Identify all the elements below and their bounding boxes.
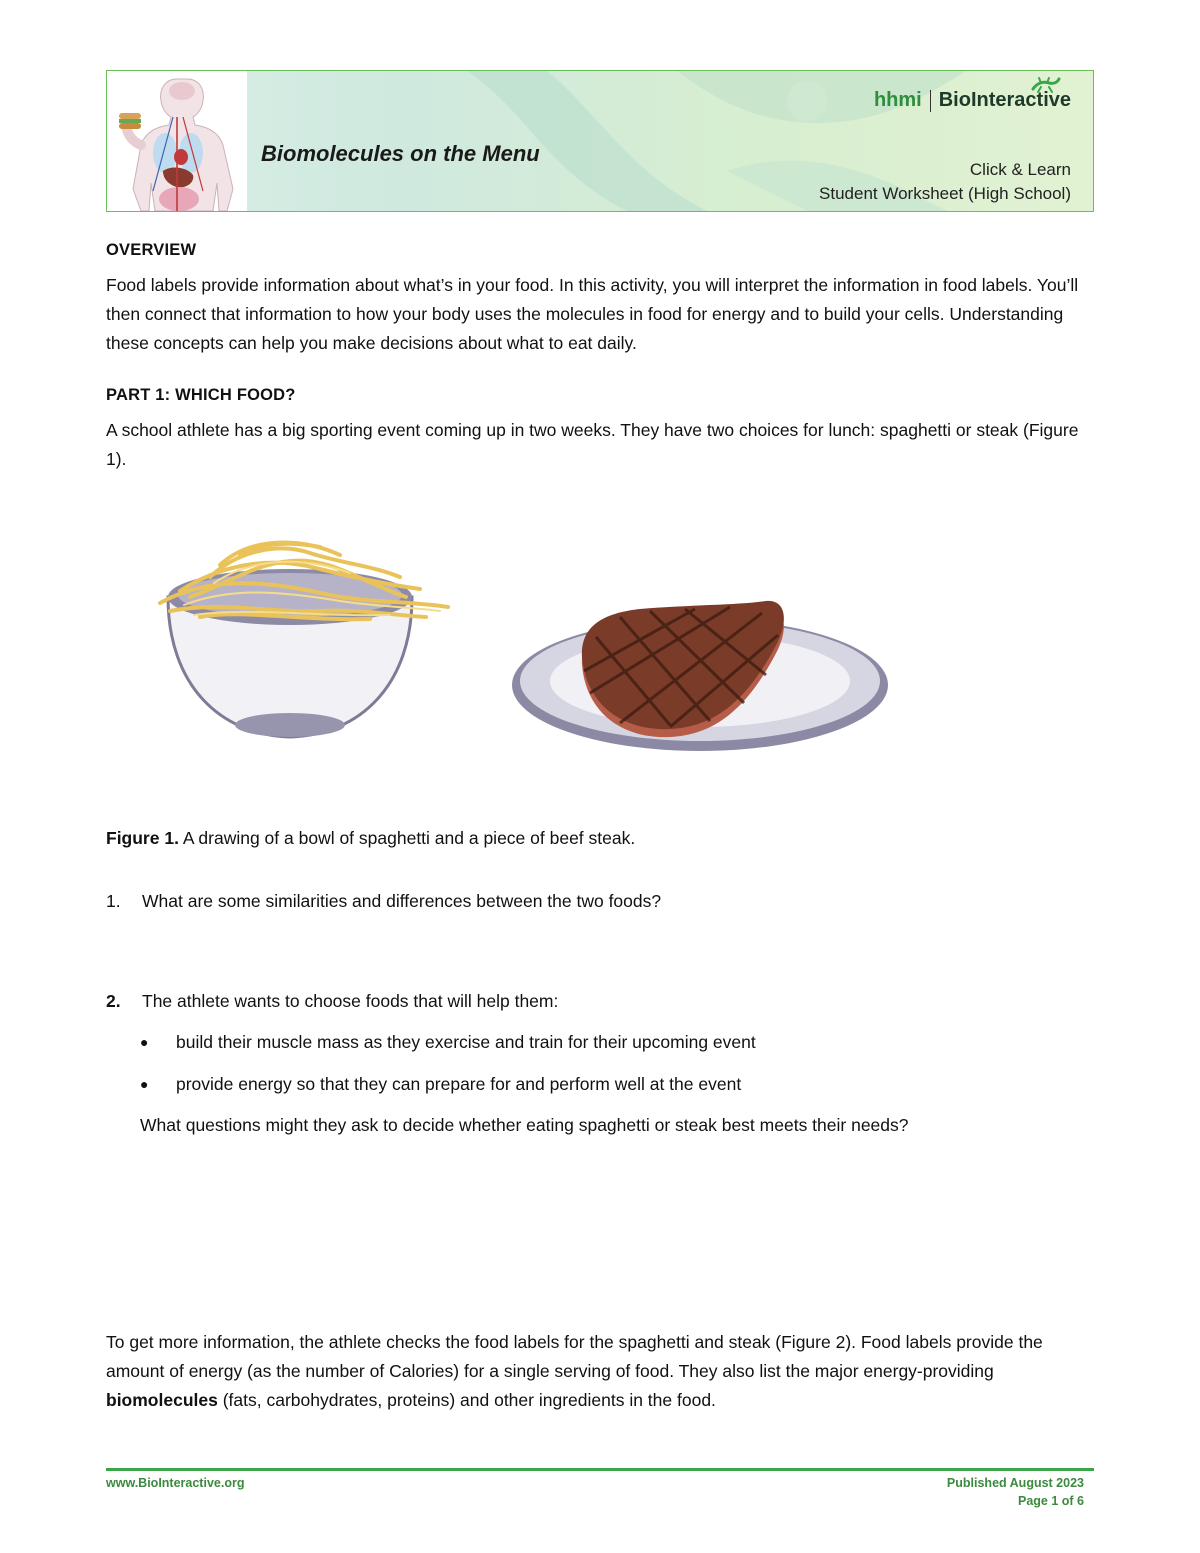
closing-text-bold: biomolecules — [106, 1390, 218, 1410]
part1-intro: A school athlete has a big sporting event coming up in two weeks. They have two choices for lunch: spaghetti or steak (Figure 1). — [106, 420, 1079, 469]
bullet-icon: ● — [140, 1076, 149, 1092]
figure-1-caption-text: A drawing of a bowl of spaghetti and a piece of beef steak. — [178, 828, 636, 848]
click-and-learn-label: Click & Learn — [969, 160, 1071, 179]
footer-page-number: Page 1 of 6 — [1018, 1494, 1084, 1508]
figure-1-caption — [106, 824, 1096, 853]
logo-biointeractive-text: BioInteractive — [938, 89, 1071, 111]
worksheet-type-label: Student Worksheet (High School) — [819, 184, 1071, 203]
overview-text: Food labels provide information about what’s in your food. In this activity, you will interpret the information in food labels. You’ll then connect that information to how your body uses the molecules in food for energy and to build your cells. Understanding these concepts can help you make decisions about what to eat daily. — [106, 275, 1079, 353]
header-banner — [106, 70, 1094, 212]
closing-text-end: (fats, carbohydrates, proteins) and other ingredients in the food. — [217, 1390, 716, 1410]
question-2-number: 2. — [106, 991, 121, 1011]
steak-plate-drawing — [512, 601, 888, 751]
bullet-icon: ● — [140, 1034, 149, 1050]
list-item — [140, 1070, 741, 1099]
closing-text-start: To get more information, the athlete checks the food labels for the spaghetti and steak (Figure 2). Food labels provide the amount of energy (as the number of Calories) for a single serving of food. They also list the major energy-providing — [106, 1332, 1043, 1381]
worksheet-title: Biomolecules on the Menu — [261, 141, 540, 166]
hhmi-biointeractive-logo — [874, 89, 1071, 112]
closing-paragraph — [106, 1328, 1096, 1415]
overview-heading: OVERVIEW — [106, 241, 197, 259]
footer-divider — [106, 1468, 1094, 1471]
question-2 — [106, 987, 1096, 1016]
logo-separator — [930, 90, 931, 112]
figure-1-label: Figure 1. — [106, 828, 179, 848]
human-anatomy-illustration — [107, 71, 247, 211]
list-item — [140, 1028, 756, 1057]
question-1-number: 1. — [106, 891, 121, 911]
spaghetti-bowl-drawing — [160, 543, 448, 737]
question-1 — [106, 887, 1096, 916]
question-2-bullet-1: build their muscle mass as they exercise and train for their upcoming event — [176, 1032, 756, 1052]
question-2-followup: What questions might they ask to decide whether eating spaghetti or steak best meets their needs? — [140, 1115, 909, 1135]
question-2-text: The athlete wants to choose foods that will help them: — [142, 991, 559, 1011]
footer-website-link[interactable]: www.BioInteractive.org — [106, 1476, 245, 1490]
question-2-bullet-2: provide energy so that they can prepare for and perform well at the event — [176, 1074, 742, 1094]
part1-section — [106, 381, 1096, 474]
logo-hhmi-text: hhmi — [873, 89, 922, 111]
question-1-text: What are some similarities and differences between the two foods? — [142, 891, 662, 911]
figure-1-illustration — [150, 525, 910, 775]
part1-heading: PART 1: WHICH FOOD? — [106, 386, 296, 404]
overview-section — [106, 236, 1096, 358]
footer-published-date: Published August 2023 — [946, 1476, 1084, 1490]
